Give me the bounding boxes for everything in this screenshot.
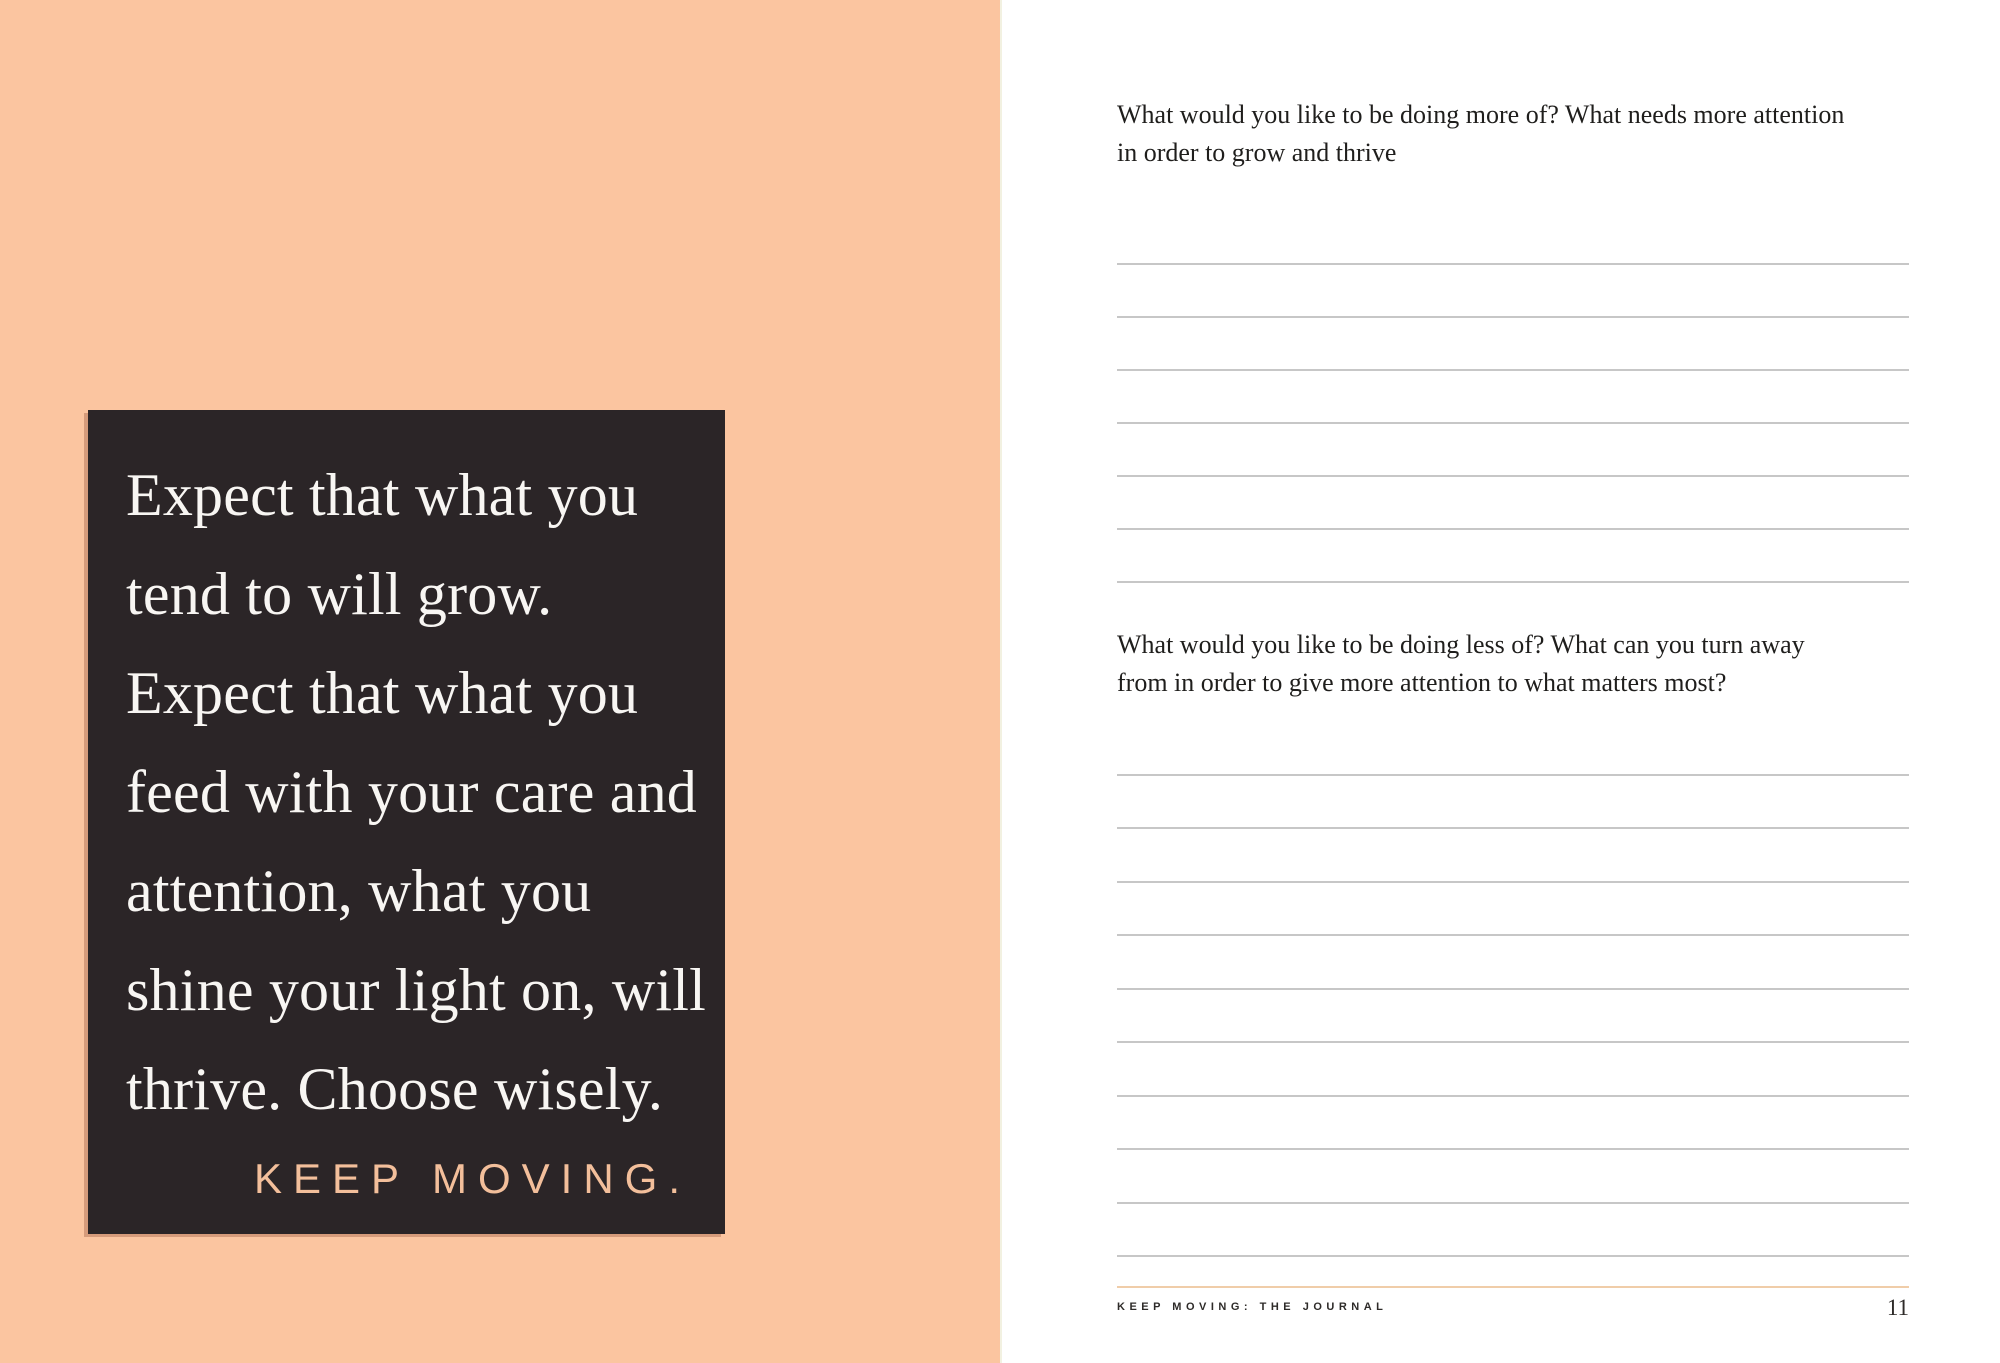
writing-line [1117, 477, 1909, 530]
footer-rule [1117, 1286, 1909, 1288]
prompt-line: What would you like to be doing more of? What needs more attention [1117, 100, 1845, 129]
right-page [1000, 0, 2000, 1363]
quote-line: feed with your care and [126, 759, 697, 825]
writing-line [1117, 990, 1909, 1044]
quote-line: Expect that what you [126, 660, 639, 726]
quote-line: Expect that what you [126, 462, 639, 528]
quote-box [88, 410, 725, 1234]
prompt-doing-less [1117, 626, 1917, 702]
writing-line [1117, 1097, 1909, 1151]
prompt-line: What would you like to be doing less of? What can you turn away [1117, 630, 1805, 659]
page-footer [1117, 1294, 1909, 1322]
writing-line [1117, 1204, 1909, 1258]
writing-line [1117, 318, 1909, 371]
writing-line [1117, 883, 1909, 937]
writing-line [1117, 1150, 1909, 1204]
quote-tagline: KEEP MOVING. [254, 1155, 691, 1202]
writing-line [1117, 722, 1909, 776]
writing-line [1117, 1043, 1909, 1097]
quote-line: thrive. Choose wisely. [126, 1056, 664, 1122]
quote-line: attention, what you [126, 858, 592, 924]
quote-text-block [126, 446, 706, 1139]
writing-line [1117, 371, 1909, 424]
writing-line [1117, 212, 1909, 265]
prompt-line: from in order to give more attention to what matters most? [1117, 668, 1727, 697]
prompt-line: in order to grow and thrive [1117, 138, 1397, 167]
writing-lines-bottom [1117, 722, 1909, 1257]
quote-line: tend to will grow. [126, 561, 553, 627]
writing-line [1117, 936, 1909, 990]
writing-lines-top [1117, 212, 1909, 583]
journal-title: KEEP MOVING: THE JOURNAL [1117, 1301, 1388, 1313]
quote-line: shine your light on, will [126, 957, 706, 1023]
writing-line [1117, 424, 1909, 477]
writing-line [1117, 265, 1909, 318]
writing-line [1117, 530, 1909, 583]
writing-line [1117, 829, 1909, 883]
page-number: 11 [1886, 1295, 1909, 1320]
writing-line [1117, 776, 1909, 830]
prompt-doing-more [1117, 96, 1917, 172]
